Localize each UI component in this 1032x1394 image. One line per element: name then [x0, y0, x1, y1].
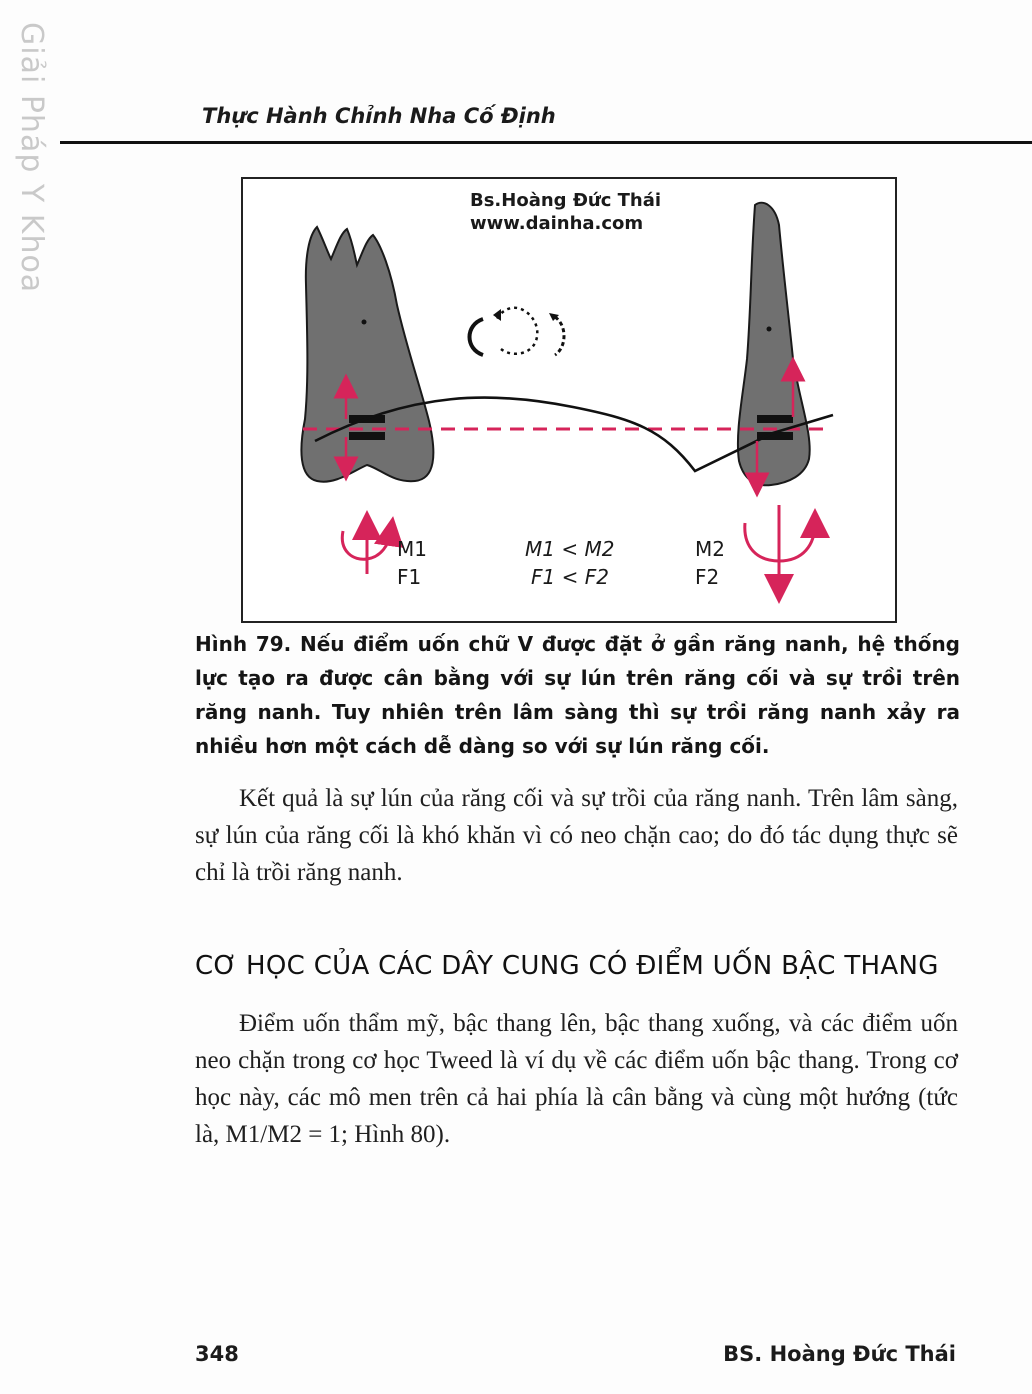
left-labels — [397, 535, 427, 591]
molar-tooth — [301, 227, 433, 482]
figure-credit — [470, 189, 661, 235]
figure-79 — [241, 177, 897, 623]
paragraph-1: Kết quả là sự lún của răng cối và sự trồi của răng nanh. Trên lâm sàng, sự lún của răng cối là khó khăn vì có neo chặn cao; do đó tác dụng thực sẽ chỉ là trồi răng nanh. — [195, 785, 958, 886]
label-m1: M1 — [397, 537, 427, 561]
paragraph-2: Điểm uốn thẩm mỹ, bậc thang lên, bậc thang xuống, và các điểm uốn neo chặn trong cơ học Tweed là ví dụ về các điểm uốn bậc thang. Trong cơ học này, các mô men trên cả hai phía là cân bằng và cùng một hướng (tức là, M1/M2 = 1; Hình 80). — [195, 1010, 958, 1148]
rotation-icon — [470, 308, 565, 355]
figure-caption: Hình 79. Nếu điểm uốn chữ V được đặt ở gần răng nanh, hệ thống lực tạo ra được cân bằng với sự lún trên răng cối và sự trồi trên răng nanh. Tuy nhiên trên lâm sàng thì sự trồi răng nanh xảy ra nhiều hơn một cách dễ dàng so với sự lún răng cối. — [195, 632, 960, 758]
label-f2: F2 — [695, 565, 720, 589]
right-labels — [695, 535, 725, 591]
canine-center-dot — [767, 327, 772, 332]
label-m2: M2 — [695, 537, 725, 561]
running-head: Thực Hành Chỉnh Nha Cố Định — [202, 104, 556, 128]
label-m1-lt-m2: M1 < M2 — [525, 537, 615, 561]
watermark: Giải Pháp Y Khoa — [14, 22, 49, 294]
credit-website: www.dainha.com — [470, 213, 644, 234]
footer-author: BS. Hoàng Đức Thái — [723, 1342, 956, 1366]
credit-name: Bs.Hoàng Đức Thái — [470, 190, 662, 211]
header-rule — [60, 141, 1032, 144]
molar-center-dot — [362, 320, 367, 325]
label-f1-lt-f2: F1 < F2 — [531, 565, 609, 589]
molar-moment-symbol — [342, 525, 391, 574]
center-labels — [525, 535, 614, 591]
label-f1: F1 — [397, 565, 422, 589]
molar-bracket-bottom — [349, 432, 385, 440]
canine-moment-symbol — [745, 505, 815, 589]
canine-tooth — [738, 203, 810, 485]
canine-bracket-top — [757, 415, 793, 423]
page-number: 348 — [195, 1342, 239, 1366]
section-heading: CƠ HỌC CỦA CÁC DÂY CUNG CÓ ĐIỂM UỐN BẬC THANG — [195, 951, 939, 981]
